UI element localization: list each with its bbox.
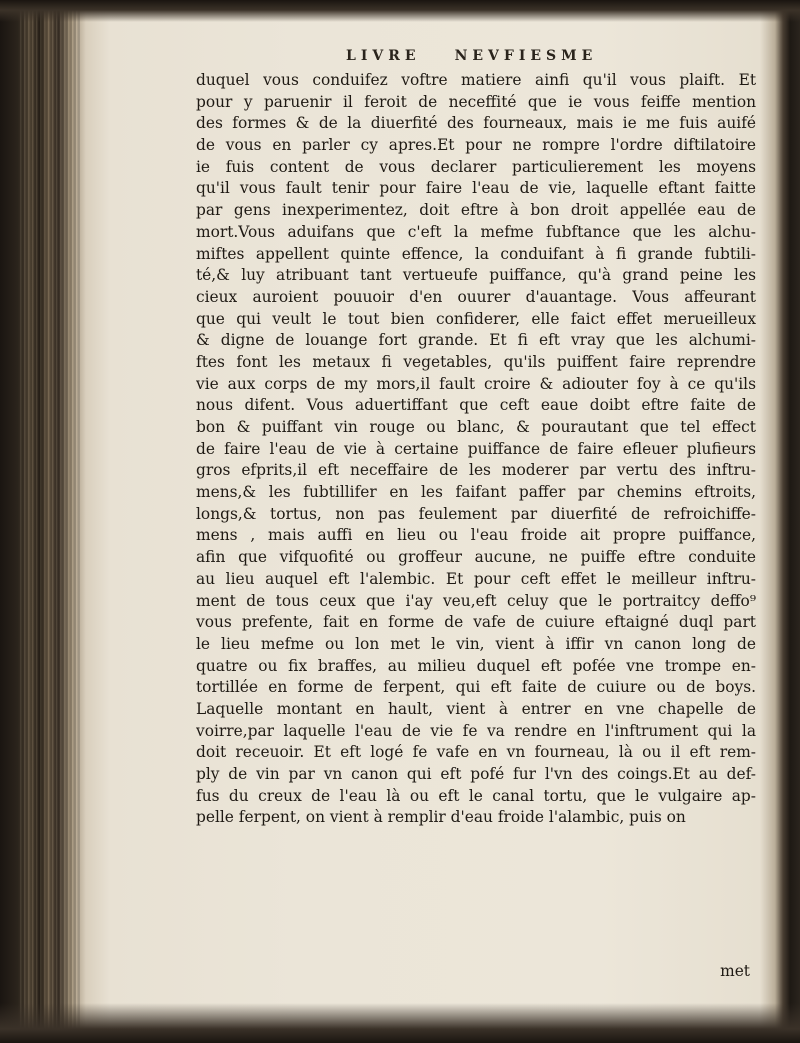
body-text <box>196 70 756 829</box>
bottom-shadow <box>0 1003 800 1043</box>
text-line: des formes & de la diuerfité des fourneaux, mais ie me fuis auifé <box>196 114 756 133</box>
text-line: qu'il vous fault tenir pour faire l'eau de vie, laquelle eftant faitte <box>196 179 756 198</box>
text-line: ment de tous ceux que i'ay veu,eft celuy que le portraitcy deffo⁹ <box>196 591 756 610</box>
page-edges <box>20 0 80 1043</box>
text-line: fus du creux de l'eau là ou eft le canal tortu, que le vulgaire ap- <box>196 786 756 805</box>
text-line: longs,& tortus, non pas feulement par diuerfité de refroichiffe- <box>196 504 756 523</box>
text-line: au lieu auquel eft l'alembic. Et pour ceft effet le meilleur inftru- <box>196 569 756 588</box>
text-line: cieux auroient pouuoir d'en ouurer d'auantage. Vous affeurant <box>196 287 756 306</box>
text-line: par gens inexperimentez, doit eftre à bon droit appellée eau de <box>196 201 756 220</box>
text-line: Laquelle montant en hault, vient à entrer en vne chapelle de <box>196 699 756 718</box>
text-line: que qui veult le tout bien confiderer, elle faict effet merueilleux <box>196 309 756 328</box>
text-line: mort.Vous aduifans que c'eft la mefme fubftance que les alchu- <box>196 222 756 241</box>
text-line: bon & puiffant vin rouge ou blanc, & pourautant que tel effect <box>196 418 756 436</box>
text-line: le lieu mefme ou lon met le vin, vient à iffir vn canon long de <box>196 634 756 653</box>
text-line: voirre,par laquelle l'eau de vie fe va rendre en l'inftrument qui la <box>196 721 756 740</box>
catchword: met <box>720 962 750 980</box>
text-line: nous difent. Vous aduertiffant que ceft eaue doibt eftre faite de <box>196 396 756 415</box>
text-line: mens,& les fubtillifer en les faifant paffer par chemins eftroits, <box>196 483 756 502</box>
running-head-left: LIVRE <box>346 48 421 64</box>
text-line: vie aux corps de my mors,il fault croire & adiouter foy à ce qu'ils <box>196 374 756 393</box>
text-line: mens , mais auffi en lieu ou l'eau froide ait propre puiffance, <box>196 526 756 545</box>
text-line: ie fuis content de vous declarer particulierement les moyens <box>196 157 756 176</box>
text-line: vous prefente, fait en forme de vafe de cuiure eftaigné duql part <box>196 613 756 632</box>
text-line: ply de vin par vn canon qui eft pofé fur l'vn des coings.Et au def- <box>196 765 756 783</box>
text-line: de faire l'eau de vie à certaine puiffance de faire efleuer plufieurs <box>196 439 756 458</box>
text-line: doit receuoir. Et eft logé fe vafe en vn fourneau, là ou il eft rem- <box>196 743 756 762</box>
book-page <box>196 44 756 984</box>
text-line: & digne de louange fort grande. Et fi eft vray que les alchumi- <box>196 331 756 350</box>
text-line: quatre ou fix braffes, au milieu duquel eft pofée vne trompe en- <box>196 656 756 675</box>
running-head <box>346 48 597 64</box>
text-line: pelle ferpent, on vient à remplir d'eau froide l'alambic, puis on <box>196 808 686 827</box>
text-line: pour y paruenir il feroit de neceffité que ie vous feiffe mention <box>196 92 756 111</box>
text-line: ftes font les metaux fi vegetables, qu'ils puiffent faire reprendre <box>196 352 756 371</box>
text-line: gros efprits,il eft neceffaire de les moderer par vertu des inftru- <box>196 461 756 480</box>
text-line: té,& luy atribuant tant vertueufe puiffance, qu'à grand peine les <box>196 266 756 285</box>
text-line: duquel vous conduifez voftre matiere ainfi qu'il vous plaift. Et <box>196 71 756 89</box>
running-head-right: NEVFIESME <box>454 48 598 64</box>
text-line: tortillée en forme de ferpent, qui eft faite de cuiure ou de boys. <box>196 678 756 697</box>
text-line: de vous en parler cy apres.Et pour ne rompre l'ordre diftilatoire <box>196 136 756 155</box>
text-line: afin que vifquofité ou groffeur aucune, ne puiffe eftre conduite <box>196 548 756 567</box>
text-line: miftes appellent quinte effence, la conduifant à fi grande fubtili- <box>196 244 756 263</box>
top-shadow <box>0 0 800 22</box>
